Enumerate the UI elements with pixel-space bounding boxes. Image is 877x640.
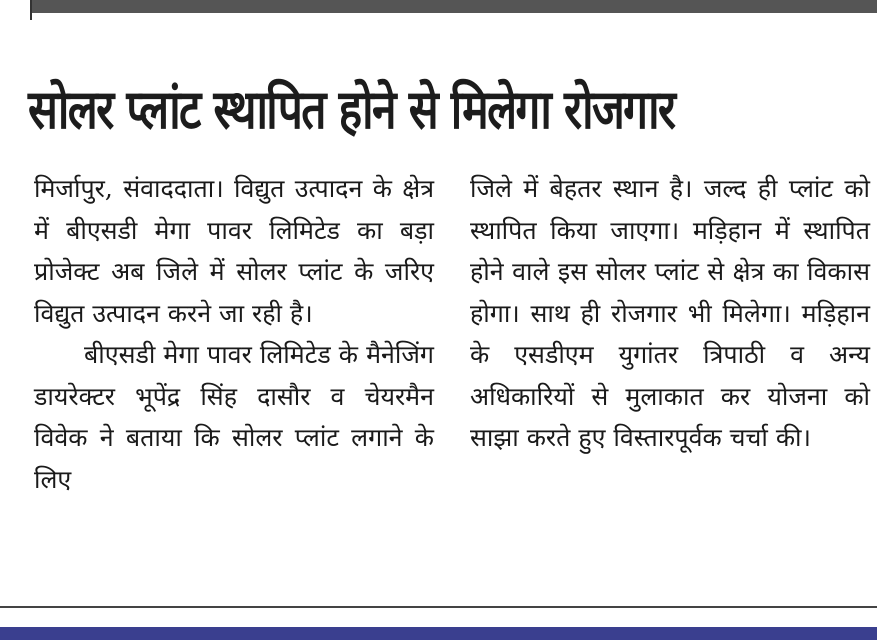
top-divider-edge [30,0,32,20]
article-right-column [470,168,870,459]
article-headline: सोलर प्लांट स्थापित होने से मिलेगा रोजगार [28,78,675,141]
article-paragraph: जिले में बेहतर स्थान है। जल्द ही प्लांट को स्थापित किया जाएगा। मड़िहान में स्थापित होने वाले इस सोलर प्लांट से क्षेत्र का विकास होगा। साथ ही रोजगार भी मिलेगा। मड़िहान के एसडीएम युगांतर त्रिपाठी व अन्य अधिकारियों से मुलाकात कर योजना को साझा करते हुए विस्तारपूर्वक चर्चा की। [470,174,870,452]
article-left-column [34,168,434,500]
article-paragraph: मिर्जापुर, संवाददाता। विद्युत उत्पादन के क्षेत्र में बीएसडी मेगा पावर लिमिटेड का बड़ा प्रोजेक्ट अब जिले में सोलर प्लांट के जरिए विद्युत उत्पादन करने जा रही है। [34,174,434,328]
top-divider-rule [30,0,877,13]
bottom-divider-rule [0,606,877,608]
next-article-color-bar [0,627,877,640]
article-paragraph: बीएसडी मेगा पावर लिमिटेड के मैनेजिंग डायरेक्टर भूपेंद्र सिंह दासौर व चेयरमैन विवेक ने बताया कि सोलर प्लांट लगाने के लिए [34,340,434,494]
